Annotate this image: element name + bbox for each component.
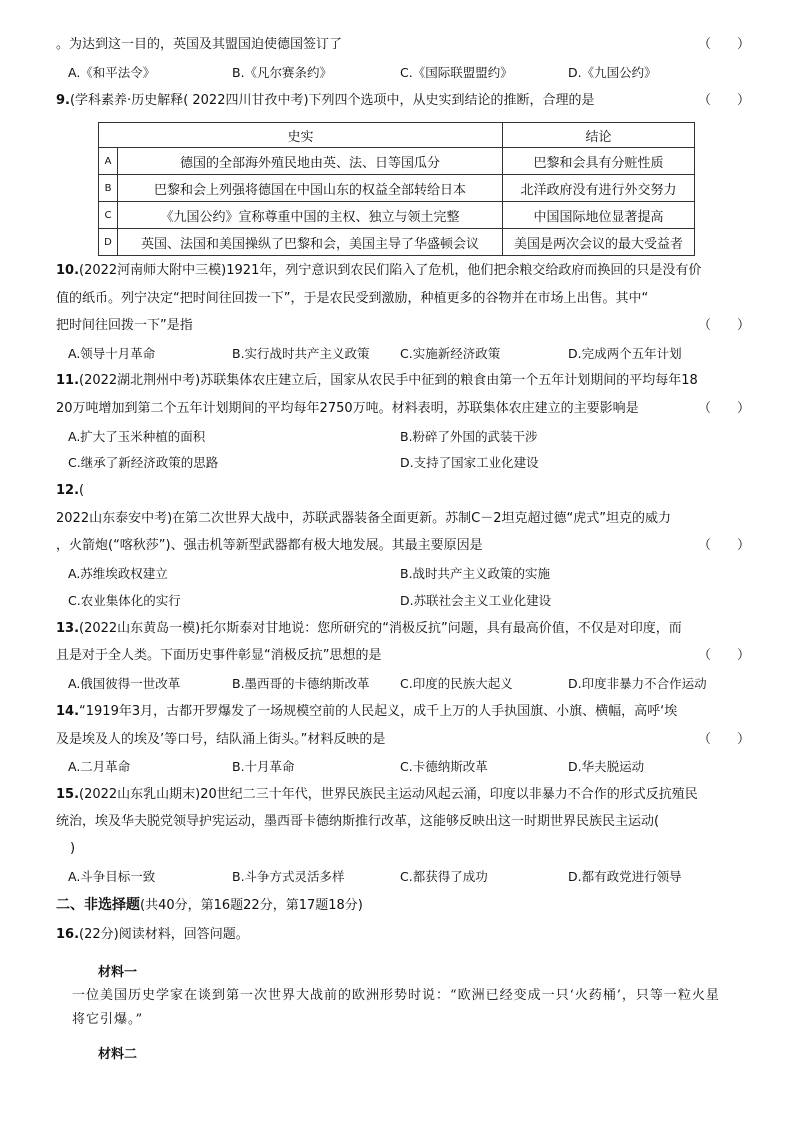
answer-paren: （ ）: [698, 318, 751, 333]
row-conclusion: 巴黎和会具有分赃性质: [503, 148, 695, 175]
row-fact: 英国、法国和美国操纵了巴黎和会，美国主导了华盛顿会议: [118, 229, 503, 256]
question-15-line-3: ): [70, 841, 76, 856]
option-c: C.继承了新经济政策的思路: [68, 455, 219, 470]
question-10-options: [68, 343, 728, 365]
column-header-conclusion: 结论: [503, 123, 695, 148]
column-header-fact: 史实: [99, 123, 503, 148]
question-12-text: (: [79, 483, 85, 498]
question-15-options: [68, 866, 728, 888]
row-fact: 巴黎和会上列强将德国在中国山东的权益全部转给日本: [118, 175, 503, 202]
answer-paren: （ ）: [698, 538, 751, 553]
section-title: 二、非选择题: [56, 897, 140, 913]
option-b: B.战时共产主义政策的实施: [400, 566, 551, 581]
row-key: B: [99, 175, 118, 202]
row-conclusion: 中国国际地位显著提高: [503, 202, 695, 229]
question-13-options: [68, 673, 728, 695]
option-a: A.苏维埃政权建立: [68, 566, 168, 581]
question-9-stem: [56, 90, 751, 112]
question-12-options-row-2: [68, 590, 728, 612]
question-number: 13.: [56, 621, 80, 636]
option-c: C.印度的民族大起义: [400, 676, 513, 691]
option-a: A.领导十月革命: [68, 346, 156, 361]
option-a: A.扩大了玉米种植的面积: [68, 429, 206, 444]
row-conclusion: 美国是两次会议的最大受益者: [503, 229, 695, 256]
material-1-text: 一位美国历史学家在谈到第一次世界大战前的欧洲形势时说：“欧洲已经变成一只‘火药桶’，只等一粒火星将它引爆。”: [72, 988, 720, 1027]
material-1-title: 材料一: [98, 965, 138, 980]
question-12-line-3: ，火箭炮(“喀秋莎”)、强击机等新型武器都有极大地发展。其最主要原因是: [56, 538, 483, 553]
row-key: D: [99, 229, 118, 256]
fact-conclusion-table: [98, 122, 695, 256]
option-a: A.《和平法令》: [68, 65, 156, 80]
option-d: D.完成两个五年计划: [568, 346, 682, 361]
row-conclusion: 北洋政府没有进行外交努力: [503, 175, 695, 202]
table-row: [99, 148, 695, 175]
option-a: A.斗争目标一致: [68, 869, 156, 884]
answer-paren: （ ）: [698, 401, 751, 416]
option-d: D.华夫脱运动: [568, 759, 645, 774]
material-2-title: 材料二: [98, 1047, 138, 1062]
question-11-options-row-2: [68, 452, 728, 474]
question-10-line-3: 把时间往回拨一下”是指: [56, 318, 193, 333]
question-11-line-2: 20万吨增加到第二个五年计划期间的平均每年2750万吨。材料表明，苏联集体农庄建立的主要影响是: [56, 401, 639, 416]
question-number: 10.: [56, 263, 80, 278]
question-16-stem: [56, 924, 738, 946]
table-row: [99, 175, 695, 202]
option-c: C.都获得了成功: [400, 869, 488, 884]
row-fact: 德国的全部海外殖民地由英、法、日等国瓜分: [118, 148, 503, 175]
question-number: 16.: [56, 927, 80, 942]
option-c: C.农业集体化的实行: [68, 593, 181, 608]
question-13-line-1: [56, 618, 738, 640]
question-number: 9.: [56, 93, 70, 108]
question-8-stem: [56, 34, 751, 56]
option-d: D.苏联社会主义工业化建设: [400, 593, 552, 608]
question-number: 12.: [56, 483, 80, 498]
question-number: 11.: [56, 373, 80, 388]
option-c: C.实施新经济政策: [400, 346, 501, 361]
question-14-line-1: [56, 701, 738, 723]
question-12-line-1: [56, 480, 738, 502]
question-11-options-row-1: [68, 426, 728, 448]
option-c: C.卡德纳斯改革: [400, 759, 488, 774]
question-15-line-2: 统治，埃及华夫脱党领导护宪运动，墨西哥卡德纳斯推行改革，这能够反映出这一时期世界民族民主运动(: [56, 814, 660, 829]
answer-paren: （ ）: [698, 732, 751, 747]
question-13-line-2: 且是对于全人类。下面历史事件彰显“消极反抗”思想的是: [56, 648, 382, 663]
question-13-text: (2022山东黄岛一模)托尔斯泰对甘地说：您所研究的“消极反抗”问题，具有最高价值，不仅是对印度，而: [79, 621, 682, 636]
question-10-line-1: [56, 260, 738, 282]
answer-paren: （ ）: [698, 37, 751, 52]
question-number: 14.: [56, 704, 80, 719]
row-key: A: [99, 148, 118, 175]
option-a: A.俄国彼得一世改革: [68, 676, 181, 691]
option-a: A.二月革命: [68, 759, 131, 774]
table-row: [99, 229, 695, 256]
question-11-text: (2022湖北荆州中考)苏联集体农庄建立后，国家从农民手中征到的粮食由第一个五年计划期间的平均每年18: [79, 373, 698, 388]
question-8-options: [68, 62, 728, 84]
question-11-line-1: [56, 370, 738, 392]
question-9-text: (学科素养·历史解释( 2022四川甘孜中考)下列四个选项中，从史实到结论的推断，合理的是: [69, 93, 595, 108]
option-d: D.印度非暴力不合作运动: [568, 676, 707, 691]
question-14-text: “1919年3月，古都开罗爆发了一场规模空前的人民起义，成千上万的人手执国旗、小旗、横幅，高呼‘埃: [79, 704, 678, 719]
option-d: D.《九国公约》: [568, 65, 657, 80]
question-10-text: (2022河南师大附中三模)1921年，列宁意识到农民们陷入了危机，他们把余粮交给政府而换回的只是没有价: [79, 263, 702, 278]
option-b: B.《凡尔赛条约》: [232, 65, 333, 80]
question-16-text: (22分)阅读材料，回答问题。: [79, 927, 249, 942]
question-10-line-2: 值的纸币。列宁决定“把时间往回拨一下”，于是农民受到激励，种植更多的谷物并在市场上出售。其中“: [56, 291, 649, 306]
option-b: B.实行战时共产主义政策: [232, 346, 370, 361]
answer-paren: （ ）: [698, 648, 751, 663]
section-score-note: (共40分，第16题22分，第17题18分): [140, 898, 363, 913]
question-number: 15.: [56, 787, 80, 802]
option-b: B.斗争方式灵活多样: [232, 869, 345, 884]
option-b: B.粉碎了外国的武装干涉: [400, 429, 538, 444]
answer-paren: （ ）: [698, 93, 751, 108]
section-heading: [56, 894, 363, 917]
question-12-options-row-1: [68, 563, 728, 585]
table-row: [99, 202, 695, 229]
row-fact: 《九国公约》宣称尊重中国的主权、独立与领土完整: [118, 202, 503, 229]
option-b: B.十月革命: [232, 759, 295, 774]
question-15-text: (2022山东乳山期末)20世纪二三十年代，世界民族民主运动风起云涌，印度以非暴力不合作的形式反抗殖民: [79, 787, 698, 802]
question-14-line-2: 及是埃及人的埃及’等口号，结队涌上街头。”材料反映的是: [56, 732, 386, 747]
option-d: D.都有政党进行领导: [568, 869, 682, 884]
question-8-text: 。为达到这一目的，英国及其盟国迫使德国签订了: [56, 37, 343, 52]
question-12-line-2: 2022山东泰安中考)在第二次世界大战中，苏联武器装备全面更新。苏制C－2坦克超过德“虎式”坦克的威力: [56, 511, 671, 526]
question-15-line-1: [56, 784, 738, 806]
option-d: D.支持了国家工业化建设: [400, 455, 539, 470]
option-b: B.墨西哥的卡德纳斯改革: [232, 676, 370, 691]
table-header-row: [99, 123, 695, 148]
option-c: C.《国际联盟盟约》: [400, 65, 513, 80]
row-key: C: [99, 202, 118, 229]
question-14-options: [68, 756, 728, 778]
